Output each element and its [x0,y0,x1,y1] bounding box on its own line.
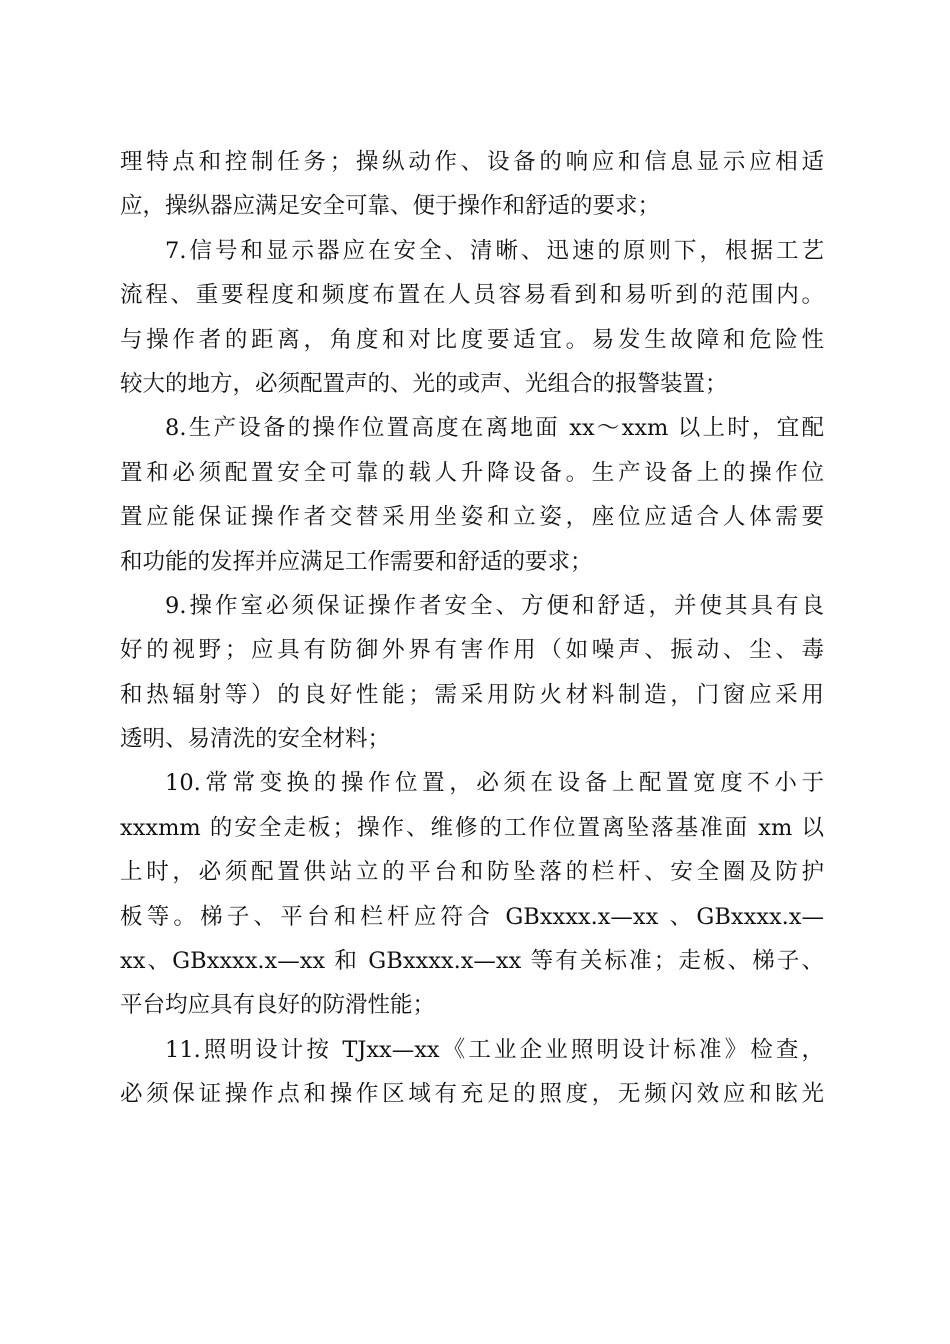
text-line: 11.照明设计按 TJxx—xx《工业企业照明设计标准》检查， [165,1036,824,1063]
text-line: 必须保证操作点和操作区域有充足的照度，无频闪效应和眩光 [120,1081,824,1108]
text-line: 与操作者的距离，角度和对比度要适宜。易发生故障和危险性 [120,326,824,353]
text-line: 透明、易清洗的安全材料； [120,726,391,753]
text-line: xxxmm 的安全走板；操作、维修的工作位置离坠落基准面 xm 以 [120,814,824,841]
body-text [120,140,824,1117]
text-line: 较大的地方，必须配置声的、光的或声、光组合的报警装置； [120,370,728,397]
text-line: 置应能保证操作者交替采用坐姿和立姿，座位应适合人体需要 [120,504,824,531]
text-line: 7.信号和显示器应在安全、清晰、迅速的原则下，根据工艺 [165,237,824,264]
text-line: 板等。梯子、平台和栏杆应符合 GBxxxx.x—xx 、GBxxxx.x— [120,903,824,930]
text-line: 好的视野；应具有防御外界有害作用（如噪声、振动、尘、毒 [120,637,824,664]
text-line: 理特点和控制任务；操纵动作、设备的响应和信息显示应相适 [120,149,824,175]
text-line: 应，操纵器应满足安全可靠、便于操作和舒适的要求； [120,193,661,220]
text-line: xx、GBxxxx.x—xx 和 GBxxxx.x—xx 等有关标准；走板、梯子、 [120,948,824,975]
text-line: 流程、重要程度和频度布置在人员容易看到和易听到的范围内。 [120,282,824,309]
text-line: 平台均应具有良好的防滑性能； [120,992,436,1019]
text-line: 置和必须配置安全可靠的载人升降设备。生产设备上的操作位 [120,459,824,486]
text-line: 和热辐射等）的良好性能；需采用防火材料制造，门窗应采用 [120,681,824,708]
text-line: 10.常常变换的操作位置，必须在设备上配置宽度不小于 [165,770,824,797]
text-line: 9.操作室必须保证操作者安全、方便和舒适，并使其具有良 [165,592,824,619]
text-line: 上时，必须配置供站立的平台和防坠落的栏杆、安全圈及防护 [120,859,824,886]
text-line: 和功能的发挥并应满足工作需要和舒适的要求； [120,548,593,575]
text-line: 8.生产设备的操作位置高度在离地面 xx～xxm 以上时，宜配 [165,415,824,442]
